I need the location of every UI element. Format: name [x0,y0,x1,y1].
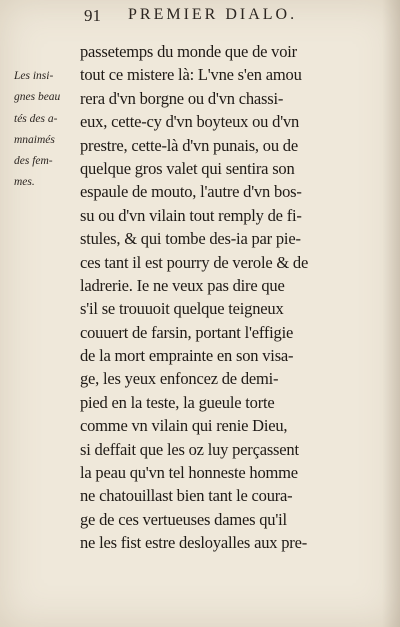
text-line: quelque gros valet qui sentira son [80,158,295,178]
folio-number: 91 [84,6,101,25]
text-line: ge, les yeux enfoncez de demi- [80,369,279,389]
text-line: ge de ces vertueuses dames qu'il [80,509,287,529]
text-line: de la mort emprainte en son visa- [80,346,294,366]
text-line: su ou d'vn vilain tout remply de fi- [80,205,302,225]
marginal-note-line: mes. [14,176,35,189]
body-text [80,40,380,555]
text-line: tout ce mistere là: L'vne s'en amou [80,65,302,85]
text-line: ne chatouillast bien tant le coura- [80,486,293,506]
page-header [0,2,400,28]
text-line: la peau qu'vn tel honneste homme [80,463,298,483]
text-line: ces tant il est pourry de verole & de [80,252,309,272]
text-line: pied en la teste, la gueule torte [80,392,275,412]
text-line: s'il se trouuoit quelque teigneux [80,299,284,319]
text-line: si deffait que les oz luy perçassent [80,439,299,459]
marginal-note-line: des fem- [14,155,53,168]
text-line: stules, & qui tombe des-ia par pie- [80,229,301,249]
text-line: prestre, cette-là d'vn punais, ou de [80,135,298,155]
marginal-note-line: gnes beau [14,91,61,104]
text-line: couuert de farsin, portant l'effigie [80,322,294,342]
marginal-note [14,66,80,194]
page-gutter-shadow [382,0,400,627]
text-line: rera d'vn borgne ou d'vn chassi- [80,88,284,108]
text-line: ne les fist estre desloyalles aux pre- [80,533,307,553]
text-line: ladrerie. Ie ne veux pas dire que [80,275,285,295]
marginal-note-line: mnaimés [14,133,55,146]
text-line: comme vn vilain qui renie Dieu, [80,416,288,436]
text-line: passetemps du monde que de voir [80,42,297,61]
marginal-note-line: tés des a- [14,112,58,125]
running-head: PREMIER DIALO. [128,6,298,23]
text-line: eux, cette-cy d'vn boyteux ou d'vn [80,112,300,132]
text-line: espaule de mouto, l'autre d'vn bos- [80,182,302,202]
marginal-note-line: Les insi- [14,70,54,82]
